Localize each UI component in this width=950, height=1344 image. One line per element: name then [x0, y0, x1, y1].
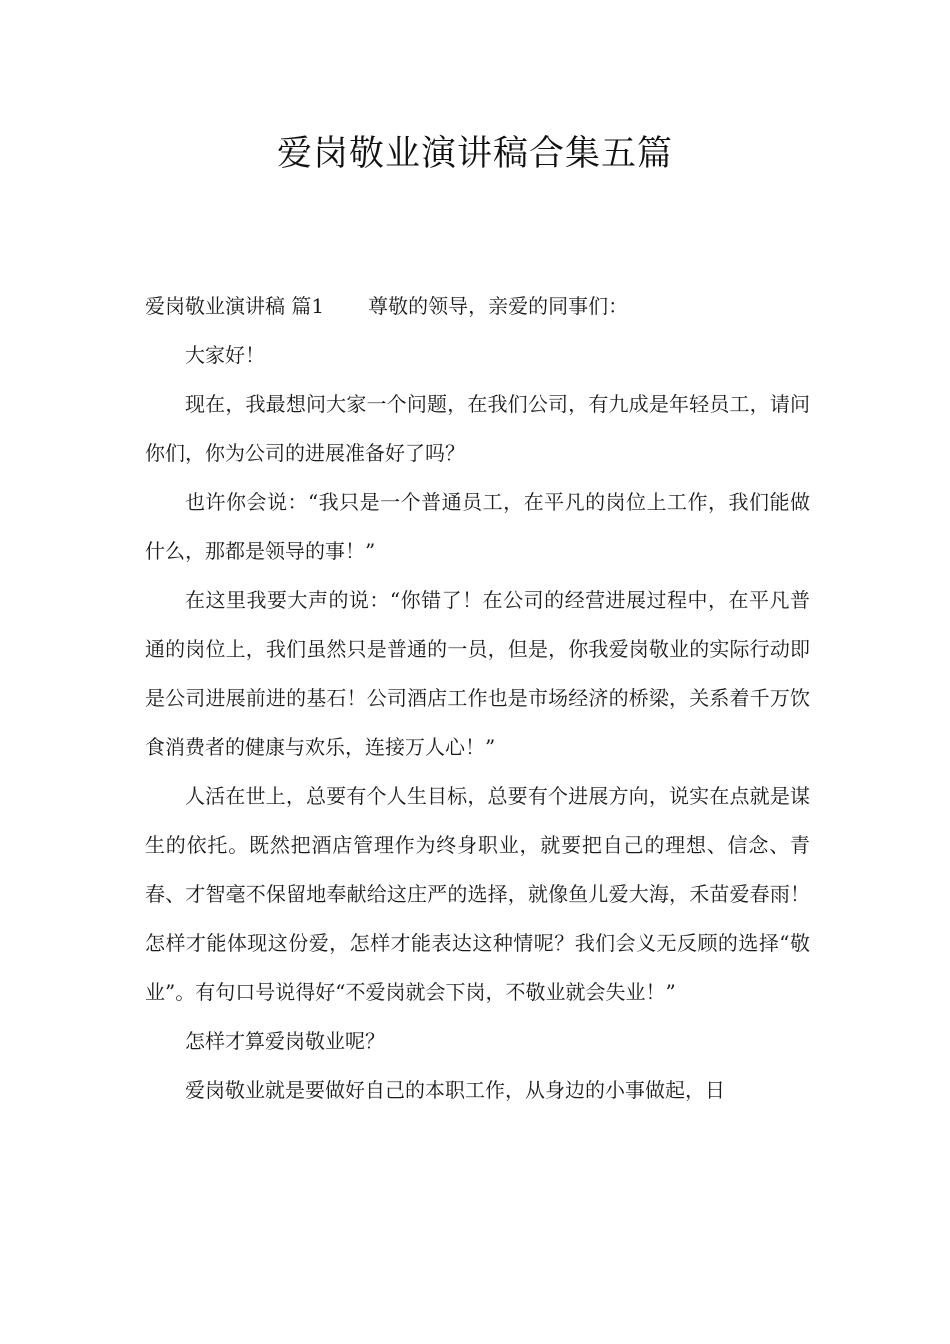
document-body — [145, 282, 810, 1115]
paragraph: 怎样才算爱岗敬业呢？ — [185, 1029, 385, 1053]
heading-line — [145, 282, 810, 331]
section-label: 爱岗敬业演讲稿 — [145, 294, 285, 318]
paragraph: 在这里我要大声的说：“你错了！在公司的经营进展过程中，在平凡普通的岗位上，我们虽然只是普通的一员，但是，你我爱岗敬业的实际行动即是公司进展前进的基石！公司酒店工作也是市场经济的桥梁，关系着千万饮食消费者的健康与欢乐，连接万人心！” — [145, 588, 810, 759]
paragraph: 爱岗敬业就是要做好自己的本职工作，从身边的小事做起，日 — [185, 1078, 725, 1102]
section-number: 篇1 — [291, 294, 325, 318]
document-title: 爱岗敬业演讲稿合集五篇 — [276, 134, 673, 174]
paragraph: 人活在世上，总要有个人生目标，总要有个进展方向，说实在点就是谋生的依托。既然把酒店管理作为终身职业，就要把自己的理想、信念、青春、才智毫不保留地奉献给这庄严的选择，就像鱼儿爱大海，禾苗爱春雨！怎样才能体现这份爱，怎样才能表达这种情呢？我们会义无反顾的选择“敬业”。有句口号说得好“不爱岗就会下岗，不敬业就会失业！” — [145, 784, 810, 1004]
paragraph: 也许你会说：“我只是一个普通员工，在平凡的岗位上工作，我们能做什么，那都是领导的事！” — [145, 490, 810, 563]
paragraph: 大家好！ — [185, 343, 265, 367]
paragraph: 现在，我最想问大家一个问题，在我们公司，有九成是年轻员工，请问你们，你为公司的进展准备好了吗？ — [145, 392, 810, 465]
salutation: 尊敬的领导，亲爱的同事们： — [368, 294, 629, 318]
